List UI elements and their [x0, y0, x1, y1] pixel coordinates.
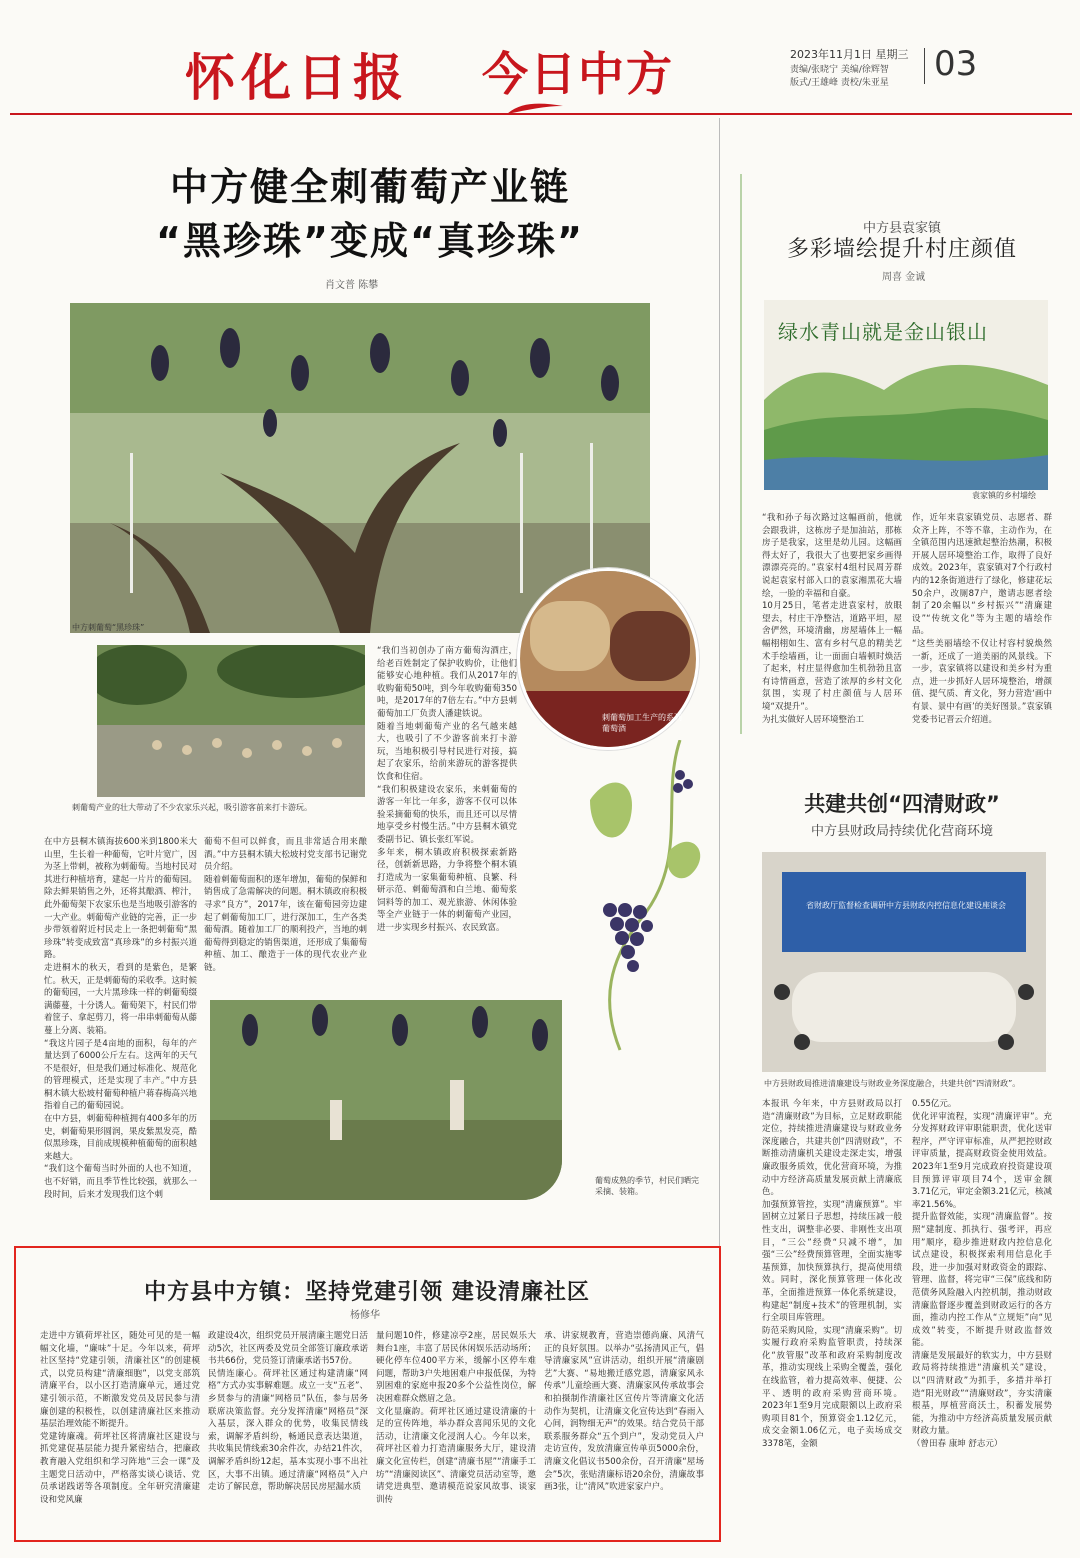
- header-divider: [924, 48, 925, 84]
- column-rule: [719, 118, 720, 1246]
- meeting-banner: 省财政厅监督检查调研中方县财政内控信息化建设座谈会: [806, 901, 1006, 910]
- section-title: 今日中方: [482, 47, 674, 101]
- header-rule: [10, 113, 1072, 115]
- bottom-article-col1: 走进中方镇荷坪社区，随处可见的是一幅幅文化墙，“廉味”十足。今年以来，荷坪社区坚持“党建引领，清廉社区”的创建模式，以党员构建“清廉细胞”，以党支部筑清廉平台，以小区打造清廉单元，通过党建引领示范，不断激发党员及居民参与清廉创建的积极性，以创建清廉社区来推动基层治理效能不断提升。 党建铸廉魂。荷坪社区将清廉社区建设与抓党建促基层能力提升紧密结合，把廉政教育融入党组织和学习阵地“三会一课”及主题党日活动中，严格落实谈心谈话、党员承诺践诺等各项制度。全年研究清廉建设和党风廉: [40, 1331, 200, 1505]
- mural-slogan: 绿水青山就是金山银山: [778, 320, 988, 344]
- bottom-article-col3: 量问题10件，修建凉亭2座，居民娱乐大舞台1座，丰富了居民休闲娱乐活动场所；硬化停车位400平方米，缓解小区停车难问题，帮助3户失地困难户申报低保，为特别困难的家庭申报20多个公益性岗位，解决困难群众燃眉之急。 文化显廉韵。荷坪社区通过建设清廉的十足的宣传阵地，举办群众喜闻乐见的文化活动，让清廉文化浸润人心。今年以来，荷坪社区着力打造清廉服务大厅，建设清廉文化宣传栏，创建“清廉书屋”“清廉手工坊”“清廉阅读区”、清廉党员活动室等，邀请党进典型、邀请模范说家风故事、谈家训传: [376, 1331, 536, 1505]
- sidebar1-kicker: 中方县袁家镇: [862, 221, 941, 236]
- sidebar2-col2: 0.55亿元。 优化评审流程，实现“清廉评审”。充分发挥财政评审职能职责，优化送审程序，严守评审标准，从严把控财政评审质量，提高财政资金使用效益。2023年1至9月完成政府投资建设项目预算评审项目74个，送审金额3.71亿元，审定金额3.21亿元，核减率21.56%。 提升监督效能，实现“清廉监督”。按照“建制度、抓执行、强考评，再应用”顺序，稳步推进财政内控信息化试点建设，积极探索利用信息化手段，进一步加强对财政资金的跟踪、管理、监督，将完审“三保”底线和防范债务风险融入内控机制，推动财政清廉监督逐步覆盖到财政运行的各方面，推动内控工作从“立规矩”向“见成效”转变，不断提升财政监督效能。 清廉是发展最好的软实力，中方县财政局将持续推进“清廉机关”建设，以“四清财政”为抓手，多措并举打造“阳光财政”“清廉财政”，夯实清廉根基，厚植营商沃土，积蓄发展势能，为推动中方经济高质量发展贡献财政力量。 （曾田春 康坤 舒志元）: [912, 1099, 1052, 1450]
- main-photo-caption: 中方刺葡萄“黑珍珠”: [72, 623, 145, 632]
- picking-photo: [210, 1000, 562, 1200]
- picking-caption: 葡萄成熟的季节，村民们晒完采摘、装箱。: [595, 1176, 699, 1196]
- sidebar1-col1: “我和孙子每次路过这幅画前，他就会跟我讲，这栋房子是加油站，那栋房子是我家，这里是幼儿园。这幅画得太好了，我很大了也要把家乡画得漂漂亮亮的。”袁家村4组村民周芳群说起袁家村部入口的袁家湘黑花大墙绘，一脸的幸福和自豪。 10月25日，笔者走进袁家村，放眼望去，村庄干净整洁，道路平坦，屋舍俨然，环境清幽，房屋墙体上一幅幅栩栩如生、富有乡村气息的精美艺术手绘墙画，让一面面白墙顿时焕活了起来，村庄显得愈加生机勃勃且富有诗情画意，营造了浓厚的乡村文化氛围，实现了村庄颜值与人居环境“双提升”。 为扎实做好人居环境整治工: [762, 513, 902, 725]
- main-article-col1: 在中方县桐木镇海拔600米到1800米大山里，生长着一种葡萄，它叶片宽广，因为茎上带刺，被称为刺葡萄。当地村民对其进行种植培育，建起一片片的葡萄园。除去鲜果销售之外，还将其酿酒、榨汁，此外葡萄架下农家乐也是当地吸引游客的一大产业。刺葡萄产业链的完善，正一步步带领着附近村民走上一条把刺葡萄“黑珍珠”转变成致富“真珍珠”的乡村振兴道路。 走进桐木的秋天，看到的是紫色，是繁忙。秋天，正是刺葡萄的采收季。这时候的葡萄园，一大片黑珍珠一样的刺葡萄缀满藤蔓，十分诱人。葡萄架下，村民们带着筐子、拿起剪刀，将一串串刺葡萄从藤蔓上分离、装箱。 “我这片园子是4亩地的面积，每年的产量达到了6000公斤左右。这两年的天气不是很好，但是我们通过标准化、规范化的管理模式，还是实现了丰产。”中方县桐木镇大松坡村葡萄种植户蒋春梅高兴地指着自己的葡萄园说。 在中方县，刺葡萄种植拥有400多年的历史，刺葡萄果形圆润，果皮紫黑发亮，酷似黑珍珠，目前成规模种植葡萄的面积越来越大。 “我们这个葡萄当时外面的人也不知道，也不好销，而且季节性比较强，就那么一段时间，后来才发现我们这个刺: [44, 837, 197, 1200]
- bottom-article-col2: 政建设4次，组织党员开展清廉主题党日活动5次，社区两委及党员全部签订廉政承诺书共66份，党员签订清廉承诺书57份。 民情连廉心。荷坪社区通过构建清廉“网格”方式办实事解难题。成立一支“五老”、乡贤参与的清廉“网格员”队伍，参与居务联席决策监督。充分发挥清廉“网格员”深入基层，深入群众的优势，收集民情线索，调解矛盾纠纷，畅通民意表达渠道，共收集民情线索30余件次，办结21件次，调解矛盾纠纷12起，基本实现小事不出社区，大事不出镇。通过清廉“网格员”入户走访了解民意，帮助解决居民房屋漏水质: [208, 1331, 368, 1493]
- bottom-article-byline: 杨修华: [350, 1310, 380, 1321]
- sidebar2-title: 共建共创“四清财政”: [804, 792, 1000, 816]
- issue-date: 2023年11月1日 星期三: [790, 48, 909, 61]
- farmhouse-photo: [97, 645, 365, 797]
- headline-line: 中方健全刺葡萄产业链: [169, 165, 570, 209]
- sidebar2-subtitle: 中方县财政局持续优化营商环境: [810, 824, 993, 839]
- meeting-photo: [762, 852, 1046, 1072]
- meeting-caption: 中方县财政局推进清廉建设与财政业务深度融合，共建共创“四清财政”。: [764, 1079, 1021, 1088]
- newspaper-title: 怀化日报: [185, 48, 409, 107]
- staff-credits: [790, 64, 920, 90]
- sidebar1-byline: 周喜 金诚: [882, 272, 926, 283]
- bottom-article-col4: 承、讲家规教育，营造崇德尚廉、风清气正的良好氛围。以举办“弘扬清风正气，倡导清廉家风”宣讲活动，组织开展“清廉剧艺”大赛、“易地搬迁感党恩，清廉家风永传承”儿童绘画大赛、清廉家风传承故事会和拍摄制作清廉社区宣传片等清廉文化活动作为契机，让清廉文化宣传达到“春雨入心间，润物细无声”的效果。结合党员干部联系服务群众“五个到户”，发动党员入户走访宣传，发放清廉宣传单页5000余份，清廉文化倡议书500余份，召开清廉“屋场会”5次，张贴清廉标语20余份，清廉故事画3张，让“清风”吹进家家户户。: [544, 1331, 704, 1493]
- main-article-col2: 葡萄不但可以鲜食，而且非常适合用来酿酒。”中方县桐木镇大松坡村党支部书记谢党员介绍。 随着刺葡萄面积的逐年增加，葡萄的保鲜和销售成了急需解决的问题。桐木镇政府积极寻求“良方”，2017年，该在葡萄园旁边建起了刺葡萄加工厂，进行深加工，生产各类葡萄酒。随着加工厂的顺利投产，当地的刺葡萄得到稳定的销售渠道，还形成了集葡萄种植、加工、酿造于一体的现代农业产业链。: [204, 837, 367, 973]
- grape-vine-icon: [570, 740, 710, 1060]
- wine-caption: 刺葡萄加工生产的系列葡萄酒: [602, 713, 682, 733]
- staff-line: 责编/张晓宁 美编/徐辉智: [790, 65, 889, 75]
- headline-line: “黑珍珠”变成“真珍珠”: [156, 219, 584, 263]
- farmhouse-caption: 刺葡萄产业的壮大带动了不少农家乐兴起，吸引游客前来打卡游玩。: [72, 803, 312, 812]
- sidebar2-col1: 本报讯 今年来，中方县财政局以打造“清廉财政”为目标，立足财政职能定位，持续推进清廉建设与财政业务深度融合，共建共创“四清财政”，不断推动清廉机关建设走深走实，增强廉政服务质效，优化营商环境，为推动中方经济高质量发展贡献上清廉底色。 加强预算管控，实现“清廉预算”。牢固树立过紧日子思想，持续压减一般性支出，调整非必要、非刚性支出项目，“三公”经费“只减不增”，加强“三公”经费预算管理，全面实施零基预算，加快预算执行，提高使用绩效。同时，深化预算管理一体化改革，全面推进预算一体化系统建设，构建起“制度+技术”的管理机制，实行全项目库管理。 防范采购风险，实现“清廉采购”。切实履行政府采购监管职责，持续深化“放管服”改革和政府采购制度改革，推动实现线上采购全覆盖，强化在线监管，着力提高效率、便捷、公平、透明的政府采购营商环境。2023年1至9月完成限额以上政府采购项目81个，预算资金1.12亿元，成交金额1.06亿元，电子卖场成交3378笔，金额: [762, 1099, 902, 1450]
- masthead-swoosh-icon: [505, 100, 565, 118]
- page-number: 03: [934, 44, 978, 84]
- main-article-col3: “我们当初创办了南方葡萄沟酒庄，给老百姓制定了保护收购价，让他们能够安心地种植。我们从2017年的收购葡萄50吨，到今年收购葡萄350吨，是2017年的7倍左右。”中方县刺葡萄加工厂负责人潘建铁说。 随着当地刺葡萄产业的名气越来越大，也吸引了不少游客前来打卡游玩，当地积极引导村民进行对接，搞起了农家乐，给前来游玩的游客提供饮食和住宿。 “我们积极建设农家乐，来刺葡萄的游客一年比一年多，游客不仅可以体验采摘葡萄的快乐，而且还可以尽情地享受乡村慢生活。”中方县桐木镇党委副书记、镇长张红军说。 多年来，桐木镇政府积极探索新路径，创新新思路，力争将整个桐木镇打造成为一家集葡萄种植、良繁、科研示范、刺葡萄酒和白兰地、葡萄浆饲料等的加工、观光旅游、休闲体验等全产业链于一体的刺葡萄产业园，进一步实现乡村振兴、农民致富。: [377, 646, 517, 934]
- sidebar1-col2: 作，近年来袁家镇党员、志愿者、群众齐上阵，不等不靠，主动作为，在全镇范围内迅速掀起整治热潮，积极开展人居环境整治工作，取得了良好成效。2023年，袁家镇对7个行政村内的12条街道进行了绿化，修建花坛50余户，改厕87户，邀请志愿者绘制了20余幅以“乡村振兴”“清廉建设”“传统文化”等为主题的墙绘作品。 “这些美丽墙绘不仅让村容村貌焕然一新，还成了一道美丽的风景线。下一步，袁家镇将以建设和美乡村为重点，进一步抓好人居环境整治，增颜值、提气质、育文化，努力营造‘画中有景、景中有画’的美好图景。”袁家镇党委书记晋云介绍道。: [912, 513, 1052, 725]
- sidebar1-title: 多彩墙绘提升村庄颜值: [786, 237, 1017, 262]
- bottom-article-title: 中方县中方镇：坚持党建引领 建设清廉社区: [144, 1279, 590, 1305]
- staff-line: 版式/王雄峰 责校/朱亚星: [790, 78, 889, 88]
- mural-caption: 袁家镇的乡村墙绘: [972, 491, 1036, 500]
- main-byline: 肖文普 陈攀: [325, 280, 379, 291]
- main-headline: [60, 160, 680, 268]
